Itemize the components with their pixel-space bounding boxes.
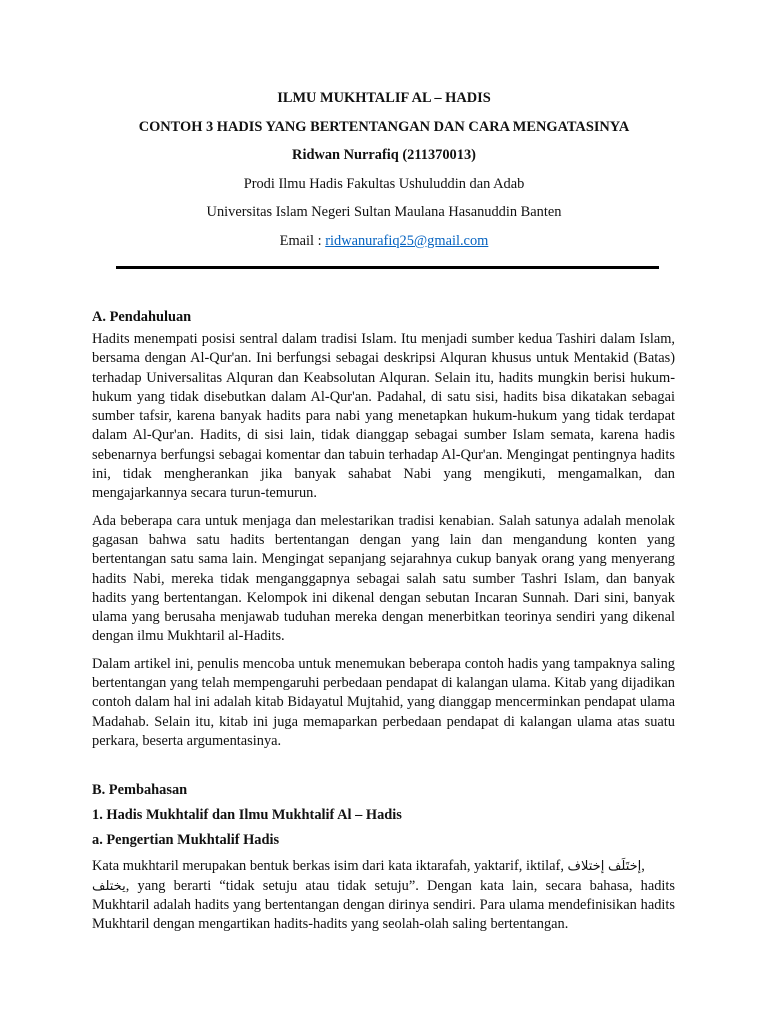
document-subtitle: CONTOH 3 HADIS YANG BERTENTANGAN DAN CARA MENGATASINYA — [138, 118, 630, 135]
document-header — [0, 84, 768, 256]
subsection-1a-paragraph-1 — [92, 857, 675, 934]
university-name: Universitas Islam Negeri Sultan Maulana Hasanuddin Banten — [206, 204, 562, 221]
arabic-term-ikhtilaf: إختلاف — [567, 859, 605, 875]
section-a-paragraph-2: Ada beberapa cara untuk menjaga dan melestarikan tradisi kenabian. Salah satunya adalah menolak gagasan bahwa satu hadits bertentangan dengan yang lain dan mengandung konten yang bertentangan satu sama lain. Mengingat sepanjang sejarahnya cukup banyak orang yang menyerang hadits Nabi, mereka tidak menganggapnya sebagai salah satu sumber Tashri Islam, dan banyak hadits yang bertentangan. Kelompok ini dikenal dengan sebutan Incaran Sunnah. Dari sini, banyak ulama yang berusaha menjawab tuduhan mereka dengan menerbitkan teorinya sendiri yang dikenal dengan ilmu Mukhtaril al-Hadits. — [92, 512, 675, 645]
subsection-1-heading: 1. Hadis Mukhtalif dan Ilmu Mukhtalif Al – Hadis — [92, 807, 402, 824]
section-a-paragraph-3: Dalam artikel ini, penulis mencoba untuk menemukan beberapa contoh hadis yang tampaknya saling bertentangan yang telah mempengaruhi perbedaan pendapat di kalangan ulama. Kitab yang dijadikan contoh dalam hal ini adalah kitab Bidayatul Mujtahid, yang dianggap mencerminkan pendapat ulama Madahab. Selain itu, kitab ini juga memaparkan perbedaan pendapat di kalangan ulama atas suatu perkara, beserta argumentasinya. — [92, 655, 675, 749]
email-link[interactable]: ridwanurafiq25@gmail.com — [325, 232, 489, 249]
section-b-heading: B. Pembahasan — [92, 782, 188, 799]
paragraph-text-start: Kata mukhtaril merupakan bentuk berkas isim dari kata iktarafah, yaktarif, iktilaf, — [92, 858, 568, 875]
department-name: Prodi Ilmu Hadis Fakultas Ushuluddin dan Adab — [243, 175, 525, 192]
arabic-term-ikhtalafa: إختَلَف — [607, 859, 642, 875]
subsection-1a-heading: a. Pengertian Mukhtalif Hadis — [92, 832, 280, 849]
section-a-paragraph-1: Hadits menempati posisi sentral dalam tradisi Islam. Itu menjadi sumber kedua Tashiri dalam Islam, bersama dengan Al-Qur'an. Ini berfungsi sebagai deskripsi Alquran khusus untuk Mentakid (Batas) terhadap Universalitas Alquran dan Keabsolutan Alquran. Selain itu, hadits mungkin berisi hukum-hukum yang tidak disebutkan dalam Al-Qur'an. Padahal, di satu sisi, hadits bisa dikatakan sebagai sumber tafsir, karena banyak hadits para nabi yang menetapkan hukum-hukum yang tidak terdapat dalam Al-Qur'an. Hadits, di sisi lain, tidak dianggap sebagai sumber Islam semata, karena hadis sebenarnya berfungsi sebagai komentar dan tabuin terhadap Al-Qur'an. Mengingat pentingnya hadits ini, tidak mengherankan jika banyak sahabat Nabi yang mengikuti, mengamalkan, dan mengajarkannya secara turun-temurun. — [92, 331, 675, 502]
author-name: Ridwan Nurrafiq (211370013) — [292, 147, 476, 164]
header-divider — [116, 266, 659, 269]
arabic-term-yakhtalifu: يختلف — [92, 878, 126, 894]
document-title: ILMU MUKHTALIF AL – HADIS — [277, 90, 491, 106]
document-body — [92, 308, 675, 934]
paragraph-text-end: , yang berarti “tidak setuju atau tidak setuju”. Dengan kata lain, secara bahasa, hadits Mukhtaril adalah hadits yang bertentangan dengan dirinya sendiri. Para ulama mendefinisikan hadits Mukhtaril dengan mengartikan hadits-hadits yang seolah-olah saling bertentangan. — [92, 877, 675, 933]
section-a-heading: A. Pendahuluan — [92, 309, 192, 325]
email-line — [0, 227, 768, 256]
email-label: Email : — [279, 232, 326, 249]
line-break-comma: , — [641, 858, 645, 875]
